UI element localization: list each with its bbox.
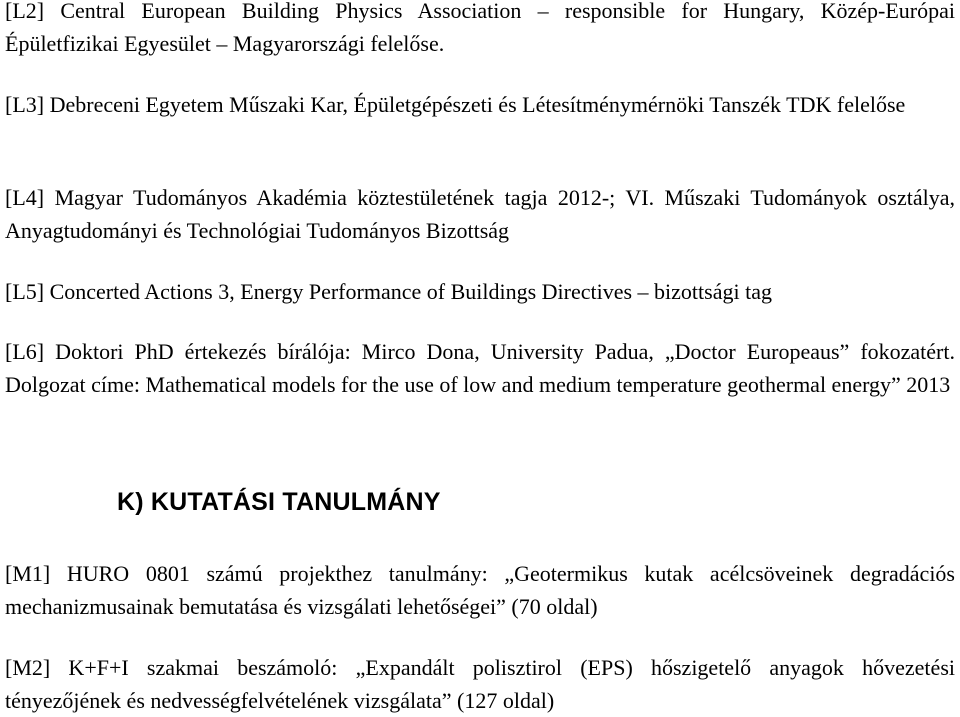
- entry-l5: [L5] Concerted Actions 3, Energy Performance of Buildings Directives – bizottsági tag: [5, 279, 772, 304]
- section-heading: K) KUTATÁSI TANULMÁNY: [117, 488, 441, 516]
- study-m2: [M2] K+F+I szakmai beszámoló: „Expandált polisztirol (EPS) hőszigetelő anyagok hővezetési tényezőjének és nedvességfelvételének vizsgálata” (127 oldal): [5, 655, 955, 713]
- study-m1: [M1] HURO 0801 számú projekthez tanulmány: „Geotermikus kutak acélcsöveinek degradációs mechanizmusainak bemutatása és vizsgálati lehetőségei” (70 oldal): [5, 561, 955, 619]
- entry-l2: [L2] Central European Building Physics Association – responsible for Hungary, Közép-Európai Épületfizikai Egyesület – Magyarországi felelőse.: [5, 0, 955, 56]
- entry-l6: [L6] Doktori PhD értekezés bírálója: Mirco Dona, University Padua, „Doctor Europeaus” fokozatért. Dolgozat címe: Mathematical models for the use of low and medium temperature geothermal energy” 2013: [5, 339, 955, 397]
- entry-l3: [L3] Debreceni Egyetem Műszaki Kar, Épületgépészeti és Létesítménymérnöki Tanszék TDK felelőse: [5, 92, 906, 117]
- entry-l4: [L4] Magyar Tudományos Akadémia köztestületének tagja 2012-; VI. Műszaki Tudományok osztálya, Anyagtudományi és Technológiai Tudományos Bizottság: [5, 185, 955, 243]
